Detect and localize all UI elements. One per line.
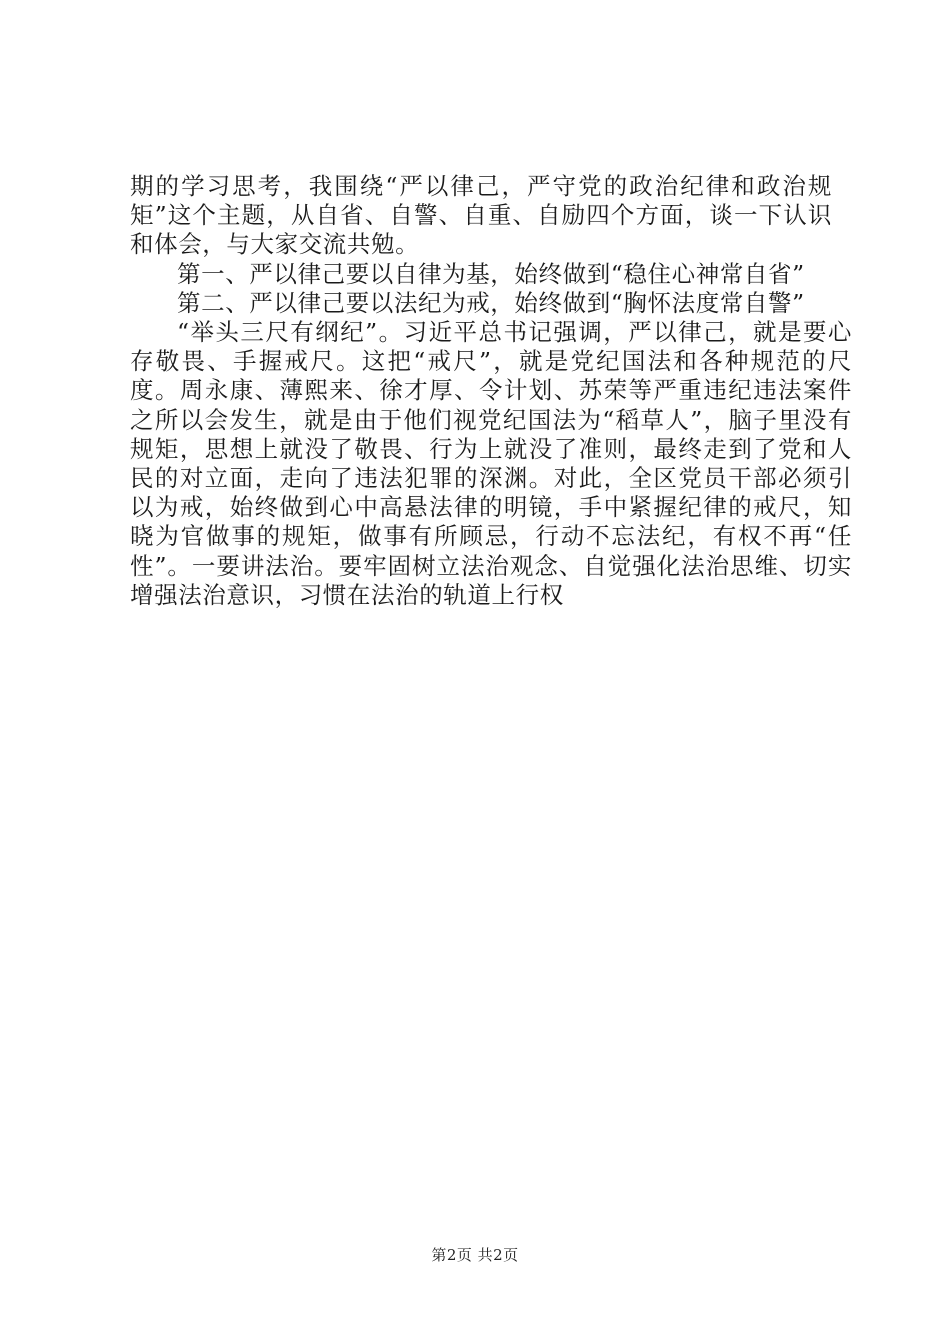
document-body bbox=[130, 172, 852, 610]
paragraph-point-two: 第二、严以律己要以法纪为戒，始终做到“胸怀法度常自警” bbox=[177, 288, 805, 317]
paragraph-discussion: “举头三尺有纲纪”。习近平总书记强调，严以律己，就是要心存敬畏、手握戒尺。这把“戒尺”，就是党纪国法和各种规范的尺度。周永康、薄熙来、徐才厚、令计划、苏荣等严重违纪违法案件之所以会发生，就是由于他们视党纪国法为“稻草人”，脑子里没有规矩，思想上就没了敬畏、行为上就没了准则，最终走到了党和人民的对立面，走向了违法犯罪的深渊。对此，全区党员干部必须引以为戒，始终做到心中高悬法律的明镜，手中紧握纪律的戒尺，知晓为官做事的规矩，做事有所顾忌，行动不忘法纪，有权不再“任性”。一要讲法治。要牢固树立法治观念、自觉强化法治思维、切实增强法治意识，习惯在法治的轨道上行权 bbox=[130, 318, 852, 609]
page-footer bbox=[0, 1244, 950, 1265]
page-number-label: 第2页 共2页 bbox=[431, 1246, 519, 1264]
paragraph-point-one: 第一、严以律己要以自律为基，始终做到“稳住心神常自省” bbox=[177, 259, 805, 288]
paragraph-intro: 期的学习思考，我围绕“严以律己，严守党的政治纪律和政治规矩”这个主题，从自省、自警、自重、自励四个方面，谈一下认识和体会，与大家交流共勉。 bbox=[130, 172, 832, 259]
